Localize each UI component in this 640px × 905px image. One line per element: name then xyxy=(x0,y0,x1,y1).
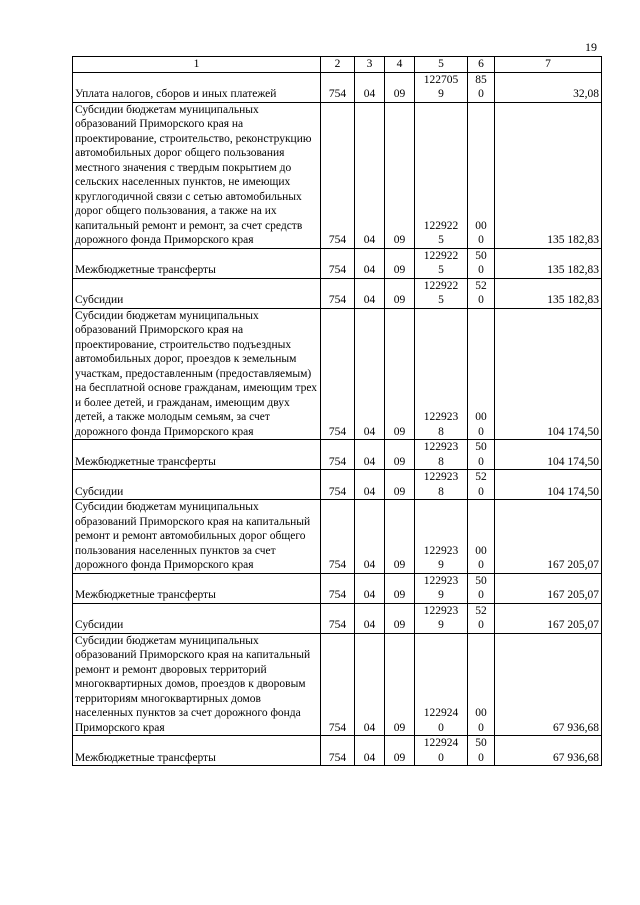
row-code-6-part: 0 xyxy=(478,455,484,468)
row-code-5-part: 9 xyxy=(438,619,444,631)
row-code-6 xyxy=(468,72,495,102)
row-code-4: 09 xyxy=(385,102,415,248)
row-code-4: 09 xyxy=(385,603,415,633)
row-code-5-part: 8 xyxy=(438,425,444,438)
table-row xyxy=(73,736,602,766)
row-code-4: 09 xyxy=(385,308,415,440)
row-code-6 xyxy=(468,500,495,574)
row-code-5-part: 5 xyxy=(438,294,444,306)
row-amount: 135 182,83 xyxy=(495,248,602,278)
row-code-6-part: 00 xyxy=(475,544,487,557)
row-code-6-part: 0 xyxy=(478,264,484,276)
row-code-3: 04 xyxy=(355,308,385,440)
row-code-6-part: 0 xyxy=(478,485,484,498)
row-code-3: 04 xyxy=(355,573,385,603)
row-code-6 xyxy=(468,440,495,470)
table-row xyxy=(73,440,602,470)
row-amount: 135 182,83 xyxy=(495,278,602,308)
row-code-6 xyxy=(468,573,495,603)
row-code-5 xyxy=(415,72,468,102)
row-code-2: 754 xyxy=(321,736,355,766)
row-code-5-part: 122923 xyxy=(423,604,459,617)
row-code-5-part: 122923 xyxy=(423,441,459,453)
row-code-6-part: 85 xyxy=(475,73,487,86)
row-code-5-part: 122705 xyxy=(423,73,459,86)
row-code-2: 754 xyxy=(321,603,355,633)
row-name: Межбюджетные трансферты xyxy=(73,440,321,470)
table-row xyxy=(73,603,602,633)
row-code-6-part: 50 xyxy=(475,574,487,587)
row-code-5-part: 122923 xyxy=(423,411,459,423)
column-header: 7 xyxy=(495,57,602,73)
row-code-6-part: 0 xyxy=(478,559,484,571)
column-header: 4 xyxy=(385,57,415,73)
row-amount: 67 936,68 xyxy=(495,736,602,766)
row-name: Уплата налогов, сборов и иных платежей xyxy=(73,72,321,102)
row-name: Субсидии бюджетам муниципальных образований Приморского края на проектирование, строительство, реконструкцию автомобильных дорог общего пользования местного значения с твердым покрытием до сельских населенных пунктов, не имеющих круглогодичной связи с сетью автомобильных дорог общего пользования, а также на их капитальный ремонт и ремонт, за счет средств дорожного фонда Приморского края xyxy=(73,102,321,248)
row-name: Субсидии бюджетам муниципальных образований Приморского края на капитальный ремонт и ремонт автомобильных дорог общего пользования населенных пунктов за счет дорожного фонда Приморского края xyxy=(73,500,321,574)
row-code-4: 09 xyxy=(385,470,415,500)
row-code-5-part: 122924 xyxy=(423,737,459,749)
row-code-5 xyxy=(415,248,468,278)
row-code-5-part: 9 xyxy=(438,589,444,601)
row-code-5 xyxy=(415,573,468,603)
table-row xyxy=(73,248,602,278)
row-code-6-part: 52 xyxy=(475,471,487,483)
row-code-6 xyxy=(468,248,495,278)
row-amount: 104 174,50 xyxy=(495,440,602,470)
row-name: Субсидии xyxy=(73,470,321,500)
row-code-3: 04 xyxy=(355,500,385,574)
table-row xyxy=(73,500,602,574)
table-row xyxy=(73,470,602,500)
budget-table xyxy=(72,56,602,766)
column-header: 5 xyxy=(415,57,468,73)
row-code-3: 04 xyxy=(355,278,385,308)
row-code-4: 09 xyxy=(385,573,415,603)
row-code-6 xyxy=(468,470,495,500)
row-code-3: 04 xyxy=(355,102,385,248)
row-code-2: 754 xyxy=(321,278,355,308)
column-header: 6 xyxy=(468,57,495,73)
row-code-3: 04 xyxy=(355,736,385,766)
row-code-6-part: 52 xyxy=(475,279,487,292)
row-code-5-part: 122924 xyxy=(423,707,459,719)
row-code-2: 754 xyxy=(321,102,355,248)
row-code-3: 04 xyxy=(355,440,385,470)
row-code-5-part: 122922 xyxy=(423,249,459,262)
row-code-4: 09 xyxy=(385,500,415,574)
row-name: Субсидии xyxy=(73,278,321,308)
row-code-3: 04 xyxy=(355,470,385,500)
row-code-5-part: 122922 xyxy=(423,279,459,292)
row-code-6-part: 0 xyxy=(478,589,484,601)
row-amount: 67 936,68 xyxy=(495,633,602,736)
row-code-5-part: 9 xyxy=(438,559,444,571)
row-name: Субсидии бюджетам муниципальных образований Приморского края на проектирование, строительство подъездных автомобильных дорог, проездов к земельным участкам, предоставленным (предоставляемым) на бесплатной основе гражданам, имеющим трех и более детей, и гражданам, имеющим двух детей, а также молодым семьям, за счет дорожного фонда Приморского края xyxy=(73,308,321,440)
row-code-6-part: 0 xyxy=(478,294,484,306)
row-code-4: 09 xyxy=(385,633,415,736)
row-code-3: 04 xyxy=(355,248,385,278)
row-code-6-part: 00 xyxy=(475,219,487,232)
row-code-6-part: 50 xyxy=(475,249,487,262)
row-code-4: 09 xyxy=(385,248,415,278)
row-code-4: 09 xyxy=(385,440,415,470)
row-code-6-part: 52 xyxy=(475,604,487,617)
table-row xyxy=(73,308,602,440)
row-code-2: 754 xyxy=(321,633,355,736)
row-code-3: 04 xyxy=(355,633,385,736)
row-name: Субсидии xyxy=(73,603,321,633)
table-row xyxy=(73,72,602,102)
row-code-6 xyxy=(468,102,495,248)
row-code-5-part: 122923 xyxy=(423,544,459,557)
row-code-6 xyxy=(468,308,495,440)
table-row xyxy=(73,633,602,736)
row-code-5 xyxy=(415,278,468,308)
page-number: 19 xyxy=(585,40,597,54)
row-code-2: 754 xyxy=(321,308,355,440)
row-name: Межбюджетные трансферты xyxy=(73,248,321,278)
row-code-6-part: 0 xyxy=(478,751,484,764)
row-amount: 104 174,50 xyxy=(495,470,602,500)
row-code-2: 754 xyxy=(321,470,355,500)
row-code-6-part: 0 xyxy=(478,619,484,631)
row-code-5-part: 0 xyxy=(438,751,444,764)
row-code-5 xyxy=(415,603,468,633)
row-code-5-part: 8 xyxy=(438,455,444,468)
row-code-3: 04 xyxy=(355,72,385,102)
row-code-5-part: 8 xyxy=(438,485,444,498)
row-code-5-part: 5 xyxy=(438,234,444,246)
row-code-6-part: 50 xyxy=(475,737,487,749)
row-code-2: 754 xyxy=(321,248,355,278)
row-code-6-part: 0 xyxy=(478,721,484,734)
row-code-6 xyxy=(468,736,495,766)
row-code-6 xyxy=(468,278,495,308)
row-name: Межбюджетные трансферты xyxy=(73,736,321,766)
row-code-5 xyxy=(415,440,468,470)
row-code-5 xyxy=(415,308,468,440)
row-code-6-part: 00 xyxy=(475,411,487,423)
row-code-5 xyxy=(415,102,468,248)
row-amount: 167 205,07 xyxy=(495,500,602,574)
column-header: 1 xyxy=(73,57,321,73)
table-row xyxy=(73,573,602,603)
row-code-5 xyxy=(415,470,468,500)
row-code-6 xyxy=(468,633,495,736)
row-code-6-part: 00 xyxy=(475,707,487,719)
row-code-6 xyxy=(468,603,495,633)
row-code-5-part: 0 xyxy=(438,721,444,734)
row-code-6-part: 0 xyxy=(478,234,484,246)
row-code-6-part: 50 xyxy=(475,441,487,453)
row-code-2: 754 xyxy=(321,573,355,603)
row-code-3: 04 xyxy=(355,603,385,633)
table-row xyxy=(73,278,602,308)
row-code-4: 09 xyxy=(385,736,415,766)
row-code-6-part: 0 xyxy=(478,425,484,438)
row-amount: 135 182,83 xyxy=(495,102,602,248)
row-code-5-part: 122923 xyxy=(423,574,459,587)
row-name: Межбюджетные трансферты xyxy=(73,573,321,603)
header-row xyxy=(73,57,602,73)
row-amount: 167 205,07 xyxy=(495,603,602,633)
row-amount: 104 174,50 xyxy=(495,308,602,440)
row-code-5-part: 5 xyxy=(438,264,444,276)
row-code-2: 754 xyxy=(321,72,355,102)
row-code-5 xyxy=(415,633,468,736)
column-header: 3 xyxy=(355,57,385,73)
row-code-4: 09 xyxy=(385,278,415,308)
row-code-5-part: 122922 xyxy=(423,219,459,232)
row-name: Субсидии бюджетам муниципальных образований Приморского края на капитальный ремонт и ремонт дворовых территорий многоквартирных домов, проездов к дворовым территориям многоквартирных домов населенных пунктов за счет дорожного фонда Приморского края xyxy=(73,633,321,736)
row-code-4: 09 xyxy=(385,72,415,102)
row-code-2: 754 xyxy=(321,440,355,470)
row-code-5-part: 122923 xyxy=(423,471,459,483)
row-amount: 167 205,07 xyxy=(495,573,602,603)
row-code-5 xyxy=(415,736,468,766)
row-amount: 32,08 xyxy=(495,72,602,102)
column-header: 2 xyxy=(321,57,355,73)
row-code-5 xyxy=(415,500,468,574)
row-code-2: 754 xyxy=(321,500,355,574)
row-code-5-part: 9 xyxy=(438,88,444,100)
row-code-6-part: 0 xyxy=(478,88,484,100)
table-row xyxy=(73,102,602,248)
